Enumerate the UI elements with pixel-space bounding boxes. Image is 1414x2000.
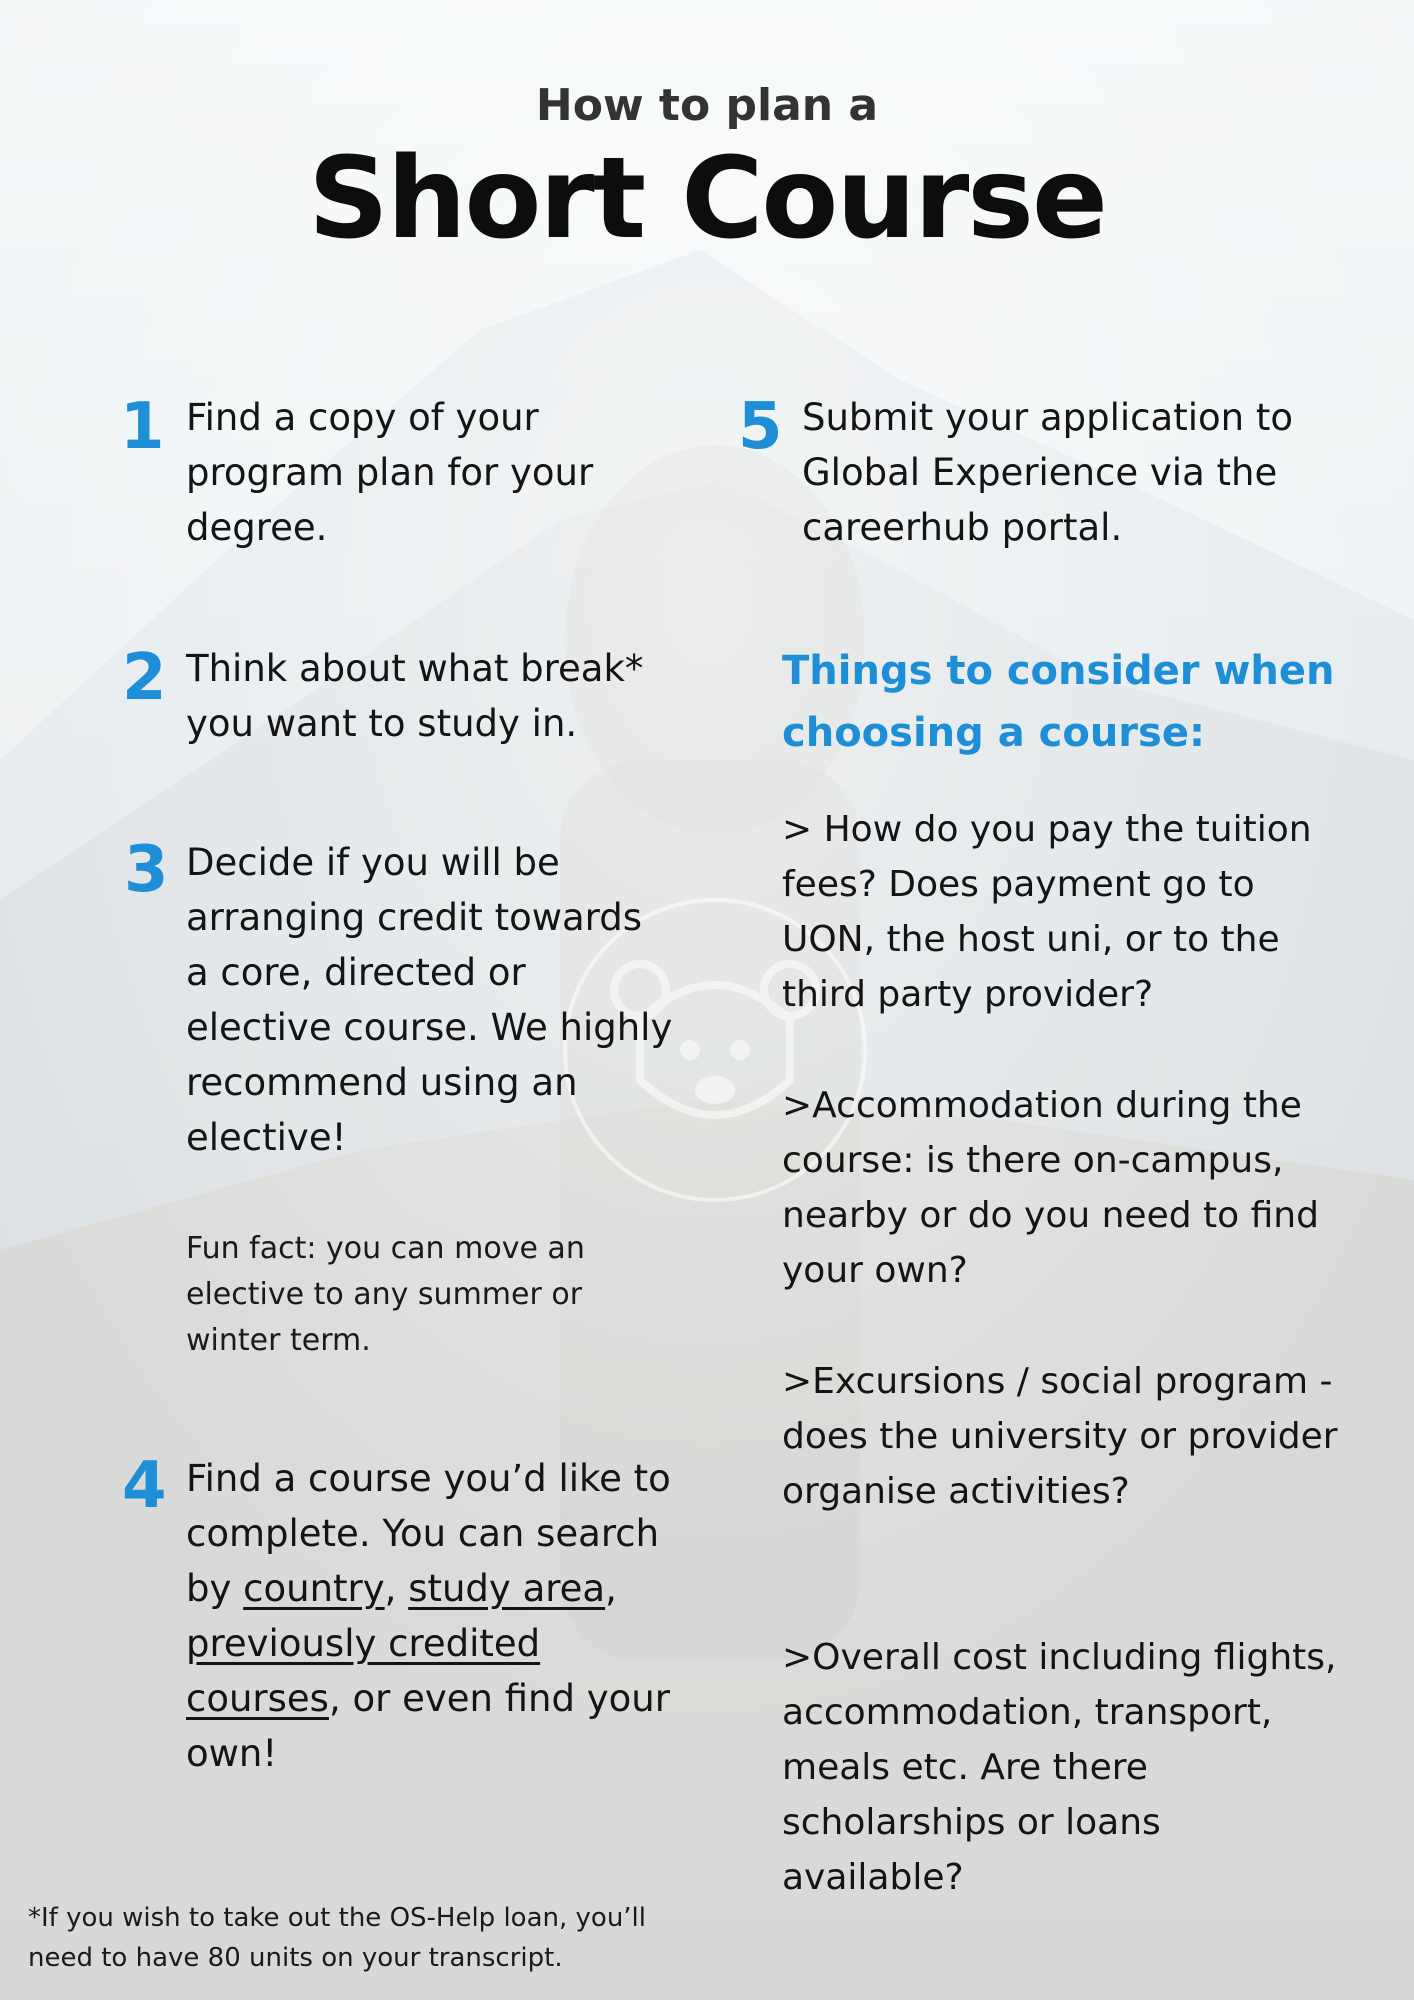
study-area-link[interactable]: study area [408,1567,606,1610]
consider-item-tuition: > How do you pay the tuition fees? Does payment go to UON, the host uni, or to the third party provider? [782,809,1312,1015]
step-1-text: Find a copy of your program plan for your degree. [186,396,594,549]
consider-heading: Things to consider when choosing a course: [782,648,1335,756]
page-title: Short Course [308,134,1106,264]
step-4-text-before: Find a course you’d like to complete. You can search by [186,1457,671,1610]
fun-fact: Fun fact: you can move an elective to any summer or winter term. [186,1231,585,1358]
country-link[interactable]: country [243,1567,385,1610]
step-4-text [186,1451,706,1781]
step-5-text: Submit your application to Global Experience via the careerhub portal. [802,396,1293,549]
step-4-number: 4 [122,1449,167,1523]
consider-item-accommodation: >Accommodation during the course: is there on-campus, nearby or do you need to find your own? [782,1085,1319,1291]
step-3-text: Decide if you will be arranging credit towards a core, directed or elective course. We highly recommend using an elective! [186,841,673,1159]
consider-item-excursions: >Excursions / social program - does the university or provider organise activities? [782,1361,1338,1512]
previously-credited-courses-link[interactable]: previously credited courses [186,1622,541,1720]
step-4-separator-2: , [605,1567,617,1610]
step-2-number: 2 [122,641,167,715]
step-5-number: 5 [738,390,783,464]
step-3-number: 3 [124,833,169,907]
step-4-separator-1: , [384,1567,409,1610]
consider-item-overall-cost: >Overall cost including flights, accommodation, transport, meals etc. Are there scholarships or loans available? [782,1637,1337,1898]
step-4-text-after: , or even find your own! [186,1677,670,1775]
step-1-number: 1 [120,390,165,464]
page-subtitle: How to plan a [535,80,879,131]
footnote: *If you wish to take out the OS-Help loan, you’ll need to have 80 units on your transcript. [28,1903,647,1973]
step-2-text: Think about what break* you want to study in. [186,647,644,745]
